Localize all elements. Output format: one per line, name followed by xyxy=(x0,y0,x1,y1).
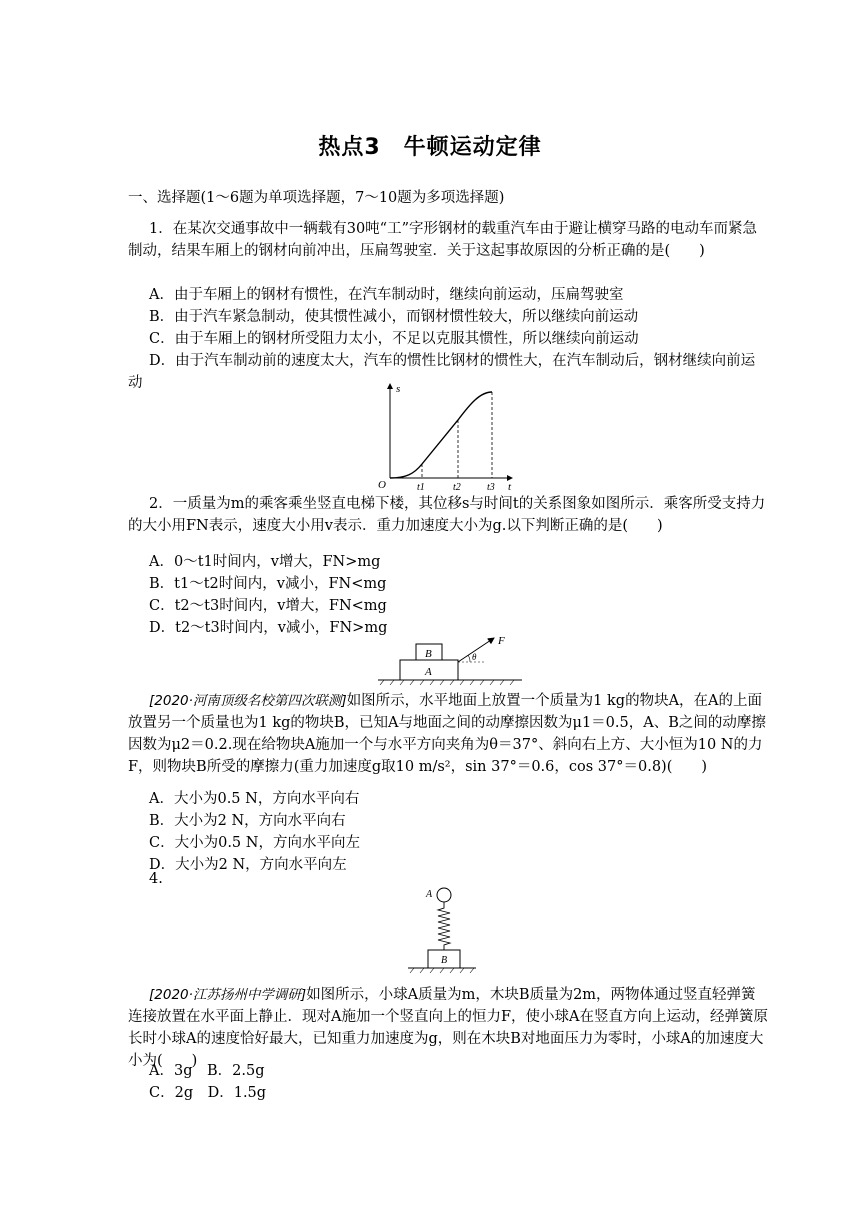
angle-label: θ xyxy=(472,652,477,662)
block-label: B xyxy=(441,955,448,966)
q4-stem xyxy=(128,984,768,1072)
q3-stem xyxy=(128,690,768,778)
spring xyxy=(438,902,450,950)
force-label: F xyxy=(498,635,505,647)
q4-source: [2020·江苏扬州中学调研] xyxy=(149,987,307,1003)
origin-label: O xyxy=(378,479,386,491)
block-b-label: B xyxy=(425,648,432,660)
q3-source: [2020·河南顶级名校第四次联测] xyxy=(149,693,347,709)
page-title: 热点3 牛顿运动定律 xyxy=(318,135,542,160)
q1-stem: 1．在某次交通事故中一辆载有30吨“工”字形钢材的载重汽车由于避让横穿马路的电动车而紧急制动，结果车厢上的钢材向前冲出，压扁驾驶室．关于这起事故原因的分析正确的是( ) xyxy=(128,221,757,259)
q2-option-d: D．t2～t3时间内，v减小，FN>mg xyxy=(149,620,388,636)
q1-option-a: A．由于车厢上的钢材有惯性，在汽车制动时，继续向前运动，压扁驾驶室 xyxy=(149,287,624,303)
q3-option-c: C．大小为0.5 N，方向水平向左 xyxy=(149,835,360,851)
q3-text: 如图所示，水平地面上放置一个质量为1 kg的物块A，在A的上面放置另一个质量也为1 kg的物块B，已知A与地面之间的动摩擦因数为μ1＝0.5，A、B之间的动摩擦因数为μ2＝0.2.现在给物块A施加一个与水平方向夹角为θ＝37°、斜向右上方、大小恒为10 N的力F，则物块B所受的摩擦力(重力加速度g取10 m/s²，sin 37°＝0.6，cos 37°＝0.8)( ) xyxy=(128,693,766,775)
q2-option-a: A．0～t1时间内，v增大，FN>mg xyxy=(149,554,381,570)
t3-label: t3 xyxy=(487,482,495,492)
q4-options-cd: C．2g D．1.5g xyxy=(149,1085,267,1101)
t1-label: t1 xyxy=(417,482,425,492)
t2-label: t2 xyxy=(453,482,461,492)
blocks-force-figure xyxy=(378,632,524,688)
q3-option-d: D．大小为2 N，方向水平向左 xyxy=(149,857,347,873)
section-heading: 一、选择题(1～6题为单项选择题，7～10题为多项选择题) xyxy=(128,190,505,206)
st-graph-figure xyxy=(370,378,520,492)
q3-option-b: B．大小为2 N，方向水平向右 xyxy=(149,813,346,829)
q2-stem: 2．一质量为m的乘客乘坐竖直电梯下楼，其位移s与时间t的关系图象如图所示．乘客所受支持力的大小用FN表示，速度大小用v表示．重力加速度大小为g.以下判断正确的是( ) xyxy=(128,496,766,534)
q4-options-ab: A．3g B．2.5g xyxy=(149,1063,265,1079)
ball-a xyxy=(437,888,451,902)
t-axis-label: t xyxy=(508,481,512,492)
ball-label: A xyxy=(426,889,433,900)
q1-option-d: D．由于汽车制动前的速度太大，汽车的惯性比钢材的惯性大，在汽车制动后，钢材继续向前运动 xyxy=(128,353,756,391)
q1-option-c: C．由于车厢上的钢材所受阻力太小，不足以克服其惯性，所以继续向前运动 xyxy=(149,331,639,347)
q2-option-c: C．t2～t3时间内，v增大，FN<mg xyxy=(149,598,387,614)
q1-option-b: B．由于汽车紧急制动，使其惯性减小，而钢材惯性较大，所以继续向前运动 xyxy=(149,309,639,325)
displacement-curve xyxy=(390,392,492,478)
q2-option-b: B．t1～t2时间内，v减小，FN<mg xyxy=(149,576,387,592)
block-a-label: A xyxy=(425,666,432,678)
q4-number: 4. xyxy=(149,871,163,887)
q3-option-a: A．大小为0.5 N，方向水平向右 xyxy=(149,791,360,807)
spring-ball-figure xyxy=(404,882,476,976)
q4-text: 如图所示，小球A质量为m，木块B质量为2m，两物体通过竖直轻弹簧连接放置在水平面上静止．现对A施加一个竖直向上的恒力F，使小球A在竖直方向上运动，经弹簧原长时小球A的速度恰好最大，已知重力加速度为g，则在木块B对地面压力为零时，小球A的加速度大小为( ) xyxy=(128,987,768,1069)
s-axis-label: s xyxy=(396,383,401,395)
